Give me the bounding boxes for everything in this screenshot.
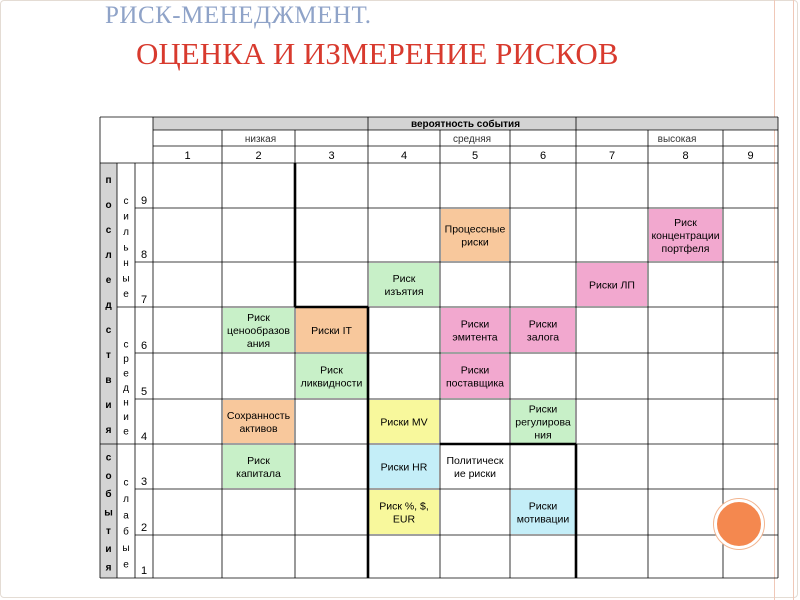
severity-letter: н (123, 257, 129, 269)
severity-number: 7 (140, 294, 148, 306)
risk-label: Риск (674, 217, 697, 229)
probability-number: 3 (328, 150, 335, 162)
probability-number: 4 (400, 150, 408, 162)
risk-label: Риски HR (380, 461, 428, 474)
risk-label: поставщика (445, 377, 505, 390)
severity-letter: е (123, 426, 129, 438)
severity-letter: с (123, 477, 129, 489)
risk-label: концентрации (651, 230, 720, 242)
severity-letter: ы (122, 273, 130, 285)
severity-number: 6 (140, 340, 148, 352)
risk-label: Политическ (446, 455, 504, 467)
probability-level: средняя (452, 134, 492, 145)
severity-letter: с (123, 339, 129, 351)
severity-number: 5 (140, 386, 148, 398)
consequences-letter: я (105, 562, 112, 574)
consequences-letter: и (105, 400, 112, 411)
severity-letter: д (123, 383, 129, 394)
severity-number: 4 (140, 431, 148, 443)
probability-number: 6 (539, 150, 547, 162)
decorative-circle (714, 499, 764, 549)
risk-label: регулирова (515, 416, 571, 429)
probability-number: 8 (682, 150, 689, 162)
severity-letter: н (123, 397, 129, 409)
risk-label: Сохранность (226, 410, 291, 422)
risk-label: изъятия (384, 286, 424, 298)
risk-label: Риск %, $, (379, 500, 429, 513)
probability-level: высокая (657, 134, 697, 145)
probability-number: 5 (471, 150, 479, 162)
probability-number: 2 (255, 150, 262, 162)
risk-label: мотивации (516, 513, 570, 526)
probability-number: 9 (747, 150, 754, 162)
risk-label: Процессные (444, 223, 506, 236)
severity-letter: а (123, 510, 129, 522)
consequences-letter: и (105, 544, 112, 556)
consequences-letter: с (105, 452, 112, 464)
consequences-letter: ы (104, 507, 113, 519)
severity-letter: и (123, 411, 129, 423)
probability-number: 7 (608, 150, 616, 162)
risk-label: ие риски (453, 468, 497, 480)
severity-number: 9 (140, 195, 148, 207)
risk-label: портфеля (661, 243, 710, 255)
risk-label: Риски (528, 500, 558, 513)
risk-label: Риски MV (380, 416, 428, 429)
risk-label: Риск (247, 455, 270, 467)
severity-letter: ь (123, 242, 129, 254)
severity-number: 1 (140, 565, 148, 577)
severity-letter: ы (122, 543, 130, 554)
severity-number: 2 (140, 522, 148, 534)
risk-label: Риски (528, 318, 558, 331)
risk-label: капитала (236, 468, 281, 480)
corner-cell (100, 146, 153, 163)
consequences-letter: т (106, 525, 111, 537)
severity-number: 3 (140, 476, 148, 488)
risk-label: Риски IT (311, 325, 352, 337)
consequences-letter: в (105, 375, 112, 386)
severity-letter: л (123, 494, 129, 505)
severity-letter: е (123, 368, 129, 380)
consequences-letter: о (105, 200, 112, 211)
risk-label: залога (526, 331, 560, 344)
consequences-letter: с (105, 325, 112, 336)
risk-label: Риски (460, 364, 490, 377)
risk-label: риски (461, 236, 489, 249)
consequences-letter: о (105, 470, 112, 482)
risk-label: Риск (392, 273, 416, 285)
risk-label: Риск (320, 364, 343, 377)
consequences-letter: б (105, 489, 112, 501)
risk-label: активов (239, 423, 278, 435)
risk-label: ания (246, 338, 271, 350)
severity-letter: е (123, 288, 129, 300)
severity-letter: и (123, 211, 129, 223)
slide-subtitle: ОЦЕНКА И ИЗМЕРЕНИЕ РИСКОВ (136, 36, 619, 71)
severity-letter: б (123, 526, 129, 538)
risk-label: ликвидности (300, 377, 363, 390)
probability-number: 1 (184, 150, 191, 162)
consequences-letter: л (105, 250, 112, 261)
consequences-letter: т (106, 350, 111, 361)
probability-header: вероятность события (410, 119, 521, 130)
probability-level: низкая (244, 134, 277, 145)
severity-number: 8 (140, 249, 148, 261)
consequences-letter: е (105, 275, 112, 286)
risk-label: Риски ЛП (589, 279, 635, 292)
severity-letter: е (123, 559, 129, 571)
risk-label: Риски (528, 403, 558, 416)
consequences-letter: я (105, 425, 112, 436)
severity-letter: с (123, 196, 129, 208)
risk-label: EUR (392, 513, 416, 526)
severity-letter: л (123, 227, 129, 239)
consequences-letter: п (105, 175, 112, 186)
consequences-letter: с (105, 225, 112, 236)
risk-label: эмитента (452, 331, 498, 344)
risk-label: Риск (247, 312, 270, 324)
risk-label: ния (534, 429, 552, 442)
slide-title: РИСК-МЕНЕДЖМЕНТ. (105, 2, 372, 29)
risk-label: ценообразов (227, 325, 290, 337)
risk-label: Риски (460, 318, 490, 331)
consequences-letter: д (105, 300, 112, 311)
severity-letter: р (123, 354, 129, 366)
